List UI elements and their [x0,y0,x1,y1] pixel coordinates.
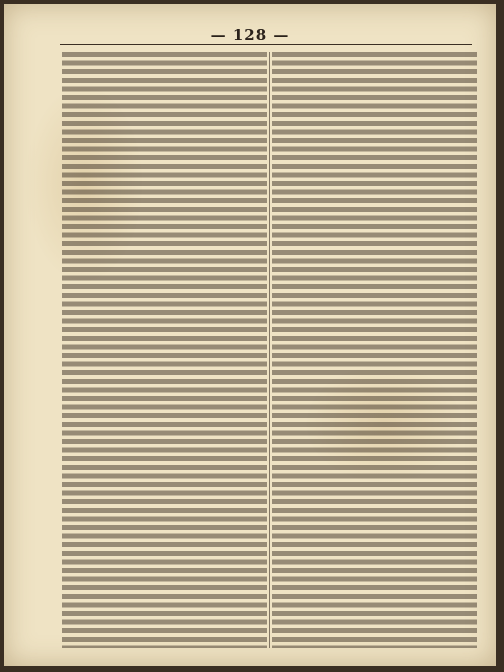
column-divider [269,52,270,648]
text-column-right [272,52,477,648]
header-rule [60,44,472,45]
text-column-left [62,52,267,648]
newspaper-page [4,4,496,666]
page-number: — 128 — [210,26,290,44]
